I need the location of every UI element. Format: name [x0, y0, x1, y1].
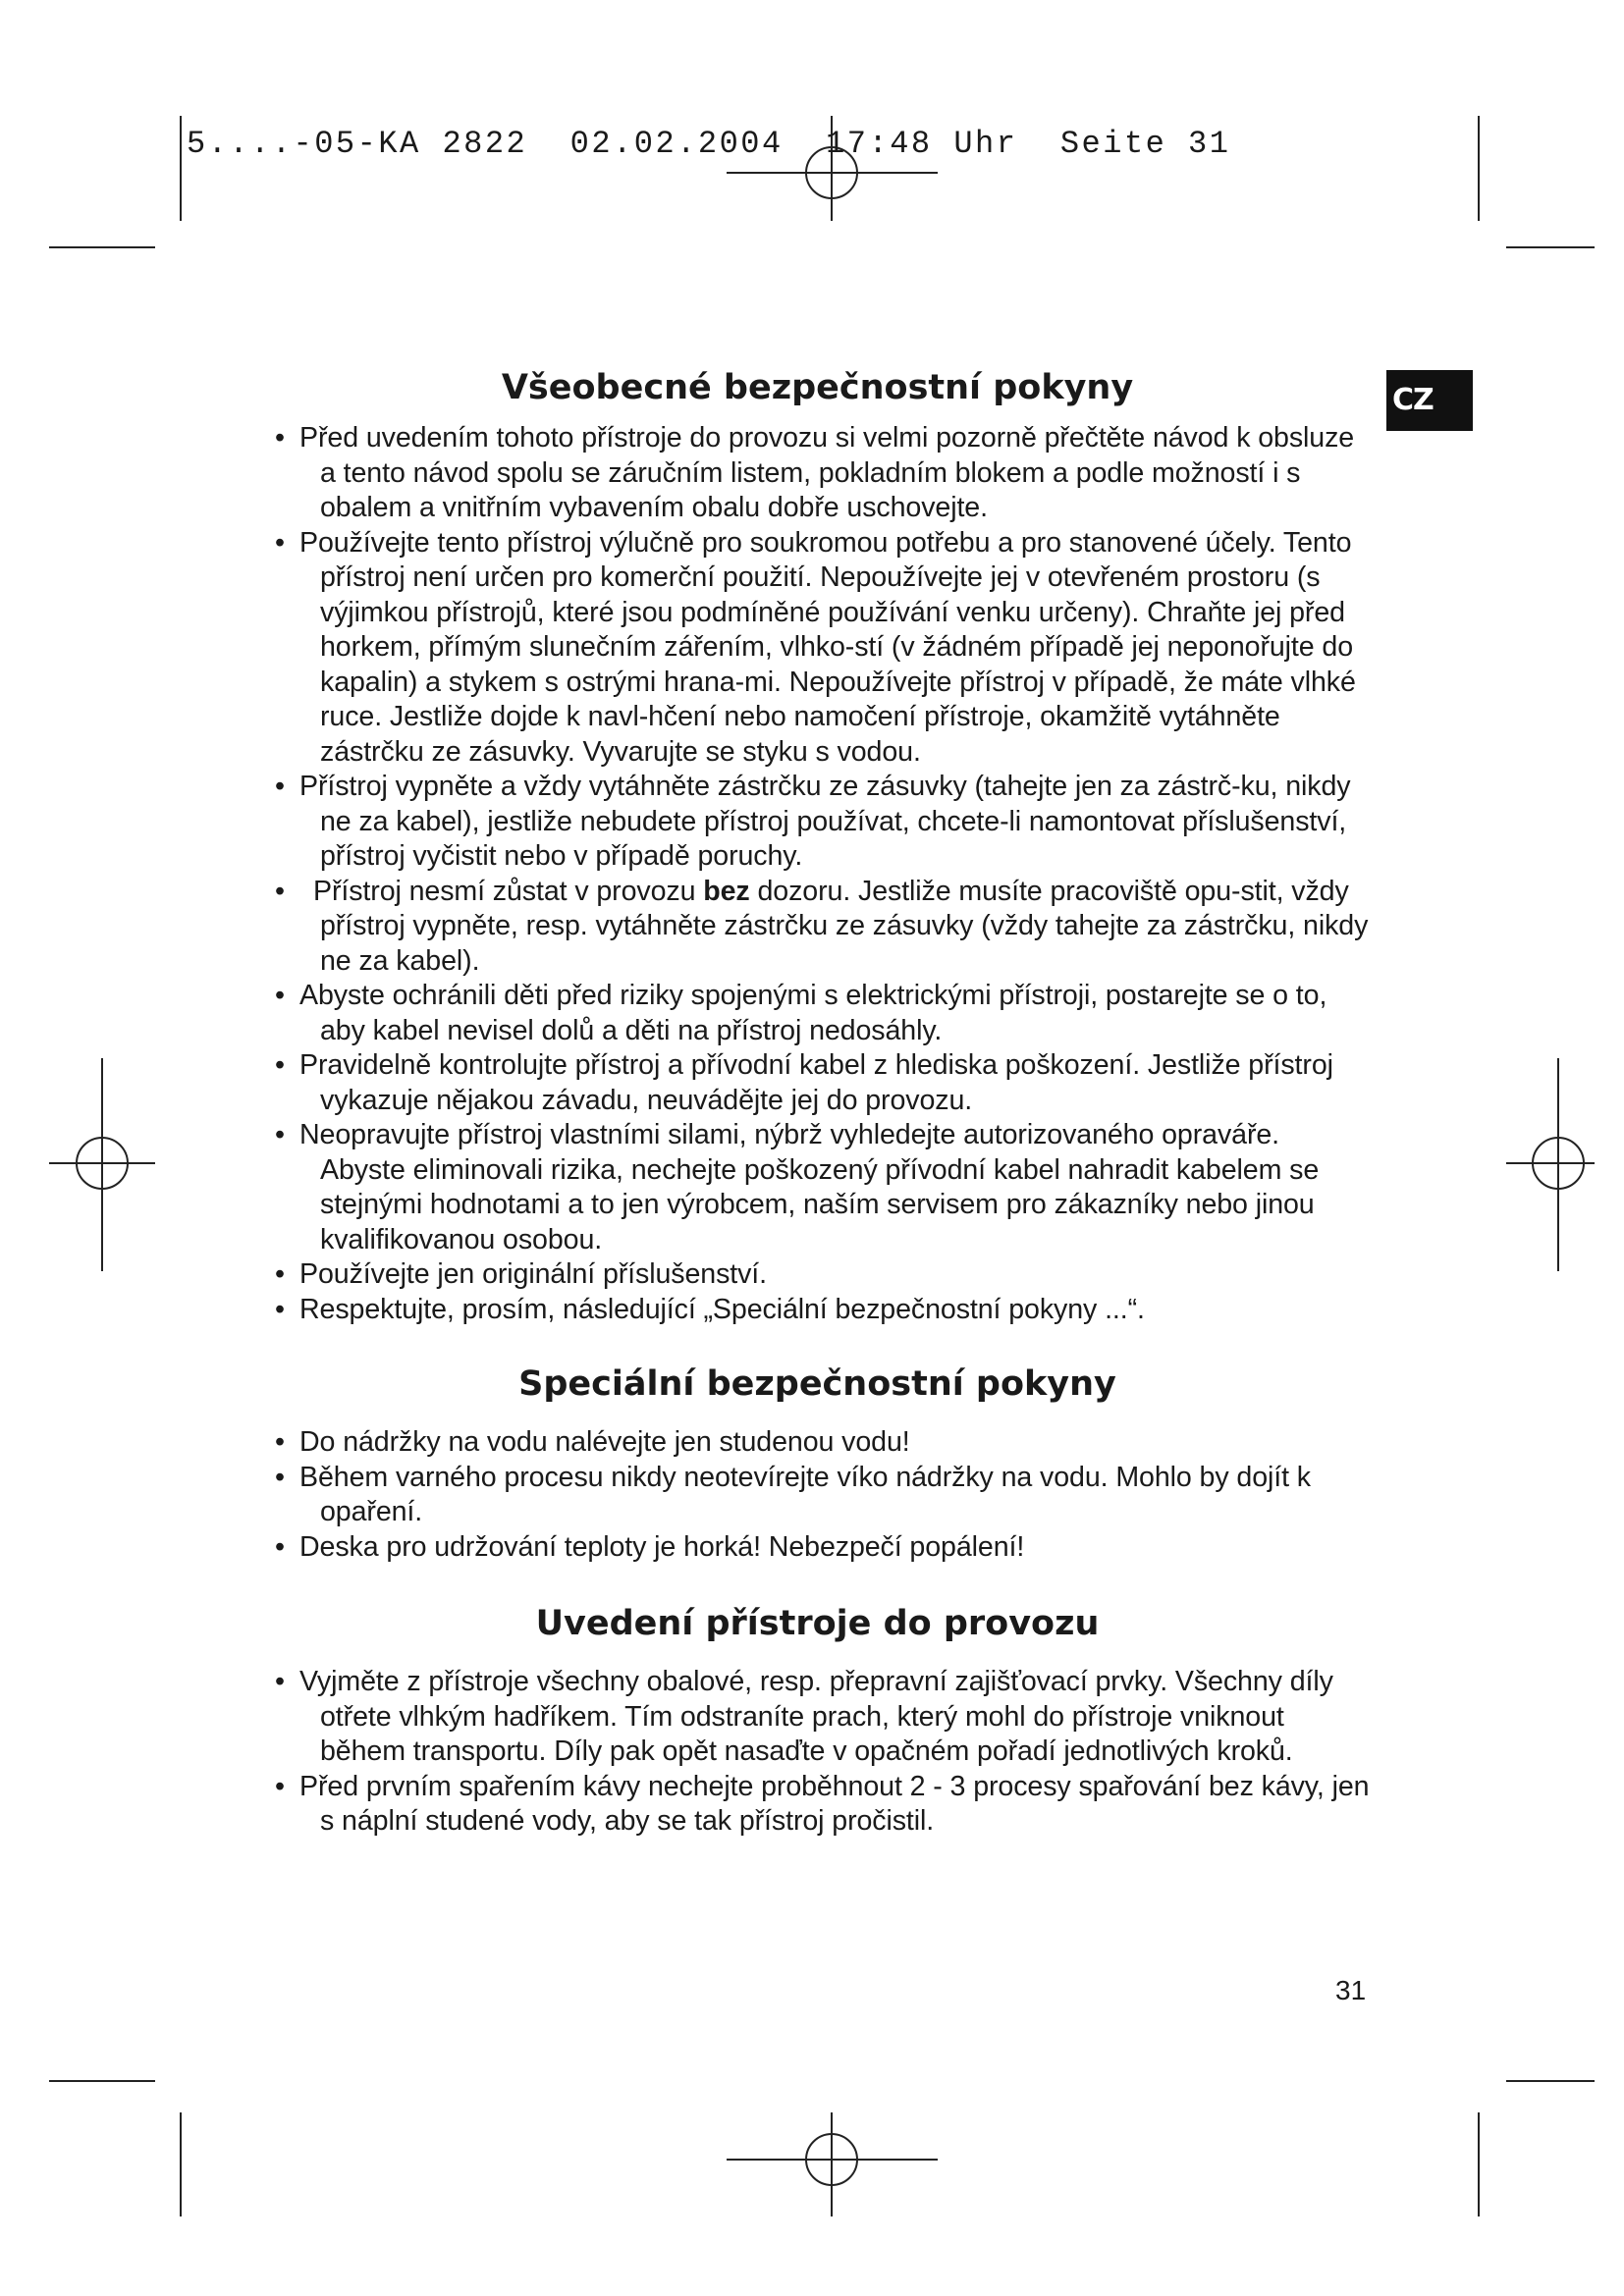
bullet-glyph: •	[275, 1770, 285, 1802]
list-item: • Před prvním spařením kávy nechejte proběhnout 2 - 3 procesy spařování bez kávy, jen s náplní studené vody, aby se tak přístroj pročistil.	[275, 1770, 1370, 1837]
bullet-glyph: •	[275, 1049, 285, 1081]
page-number: 31	[1335, 1975, 1367, 2005]
list-item: • Během varného procesu nikdy neotevírejte víko nádržky na vodu. Mohlo by dojít k opaření.	[275, 1461, 1311, 1527]
list-item: • Používejte tento přístroj výlučně pro soukromou potřebu a pro stanovené účely. Tento přístroj není určen pro komerční použití. Nepoužívejte jej v otevřeném prostoru (s výjimkou přístrojů, které jsou podmíněné používání venku určeny). Chraňte jej před horkem, přímým slunečním zářením, vlhko-stí (v žádném případě jej neponořujte do kapalin) a stykem s ostrými hrana-mi. Nepoužívejte přístroj v případě, že máte vlhké ruce. Jestliže dojde k navl-hčení nebo namočení přístroje, okamžitě vytáhněte zástrčku ze zásuvky. Vyvarujte se styku s vodou.	[275, 526, 1356, 768]
bullet-glyph: •	[275, 875, 285, 907]
list-item-supervision: • Přístroj nesmí zůstat v provozu bez dozoru. Jestliže musíte pracoviště opu-stit, vždy přístroj vypněte, resp. vytáhněte zástrčku ze zásuvky (vždy tahejte za zástrčku, nikdy ne za kabel).	[275, 875, 1369, 977]
bullet-glyph: •	[275, 1666, 285, 1697]
list-item: • Deska pro udržování teploty je horká! Nebezpečí popálení!	[265, 1530, 1370, 1566]
bullet-glyph: •	[275, 1293, 285, 1325]
registration-target-bottom	[727, 2112, 938, 2216]
list-item: • Pravidelně kontrolujte přístroj a přívodní kabel z hlediska poškození. Jestliže přístroj vykazuje nějakou závadu, neuvádějte jej do provozu.	[275, 1049, 1333, 1116]
bullet-glyph: •	[275, 980, 285, 1011]
section-title-special-safety: Speciální bezpečnostní pokyny	[518, 1364, 1116, 1404]
bullet-glyph: •	[275, 422, 285, 454]
registration-target-left	[49, 1058, 155, 1271]
print-slug: 5....-05-KA 2822 02.02.2004 17:48 Uhr Seite 31	[187, 126, 1231, 162]
list-item: • Vyjměte z přístroje všechny obalové, resp. přepravní zajišťovací prvky. Všechny díly otřete vlhkým hadříkem. Tím odstraníte prach, který mohl do přístroje vniknout během transportu. Díly pak opět nasaďte v opačném pořadí jednotlivých kroků.	[275, 1666, 1333, 1767]
list-item: • Do nádržky na vodu nalévejte jen studenou vodu!	[265, 1425, 1370, 1461]
bullet-glyph: •	[275, 1461, 285, 1493]
registration-target-right	[1506, 1058, 1595, 1271]
section-title-first-use: Uvedení přístroje do provozu	[535, 1604, 1100, 1643]
list-item: • Před uvedením tohoto přístroje do provozu si velmi pozorně přečtěte návod k obsluze a tento návod spolu se záručním listem, pokladním blokem a podle možností i s obalem a vnitřním vybavením obalu dobře uschovejte.	[275, 422, 1355, 523]
list-item: • Přístroj vypněte a vždy vytáhněte zástrčku ze zásuvky (tahejte jen za zástrč-ku, nikdy ne za kabel), jestliže nebudete přístroj používat, chcete-li namontovat příslušenství, přístroj vyčistit nebo v případě poruchy.	[275, 771, 1351, 872]
bullet-glyph: •	[275, 1119, 285, 1150]
list-item: • Neopravujte přístroj vlastními silami, nýbrž vyhledejte autorizovaného opraváře. Abyste eliminovali rizika, nechejte poškozený přívodní kabel nahradit kabelem se stejnými hodnotami a to jen výrobcem, naším servisem pro zákazníky nebo jinou kvalifikovanou osobou.	[275, 1119, 1320, 1255]
list-item: • Abyste ochránili děti před riziky spojenými s elektrickými přístroji, postarejte se o to, aby kabel nevisel dolů a děti na přístroj nedosáhly.	[275, 980, 1327, 1046]
list-item: • Používejte jen originální příslušenství.	[265, 1257, 1370, 1293]
bullet-glyph: •	[275, 526, 285, 559]
bullet-glyph: •	[275, 1258, 285, 1290]
list-item: • Respektujte, prosím, následující „Speciální bezpečnostní pokyny ...“.	[265, 1293, 1370, 1328]
language-tab: CZ	[1386, 370, 1473, 431]
bold-emphasis: bez	[703, 875, 750, 907]
first-use-list	[265, 1665, 1370, 1840]
bullet-glyph: •	[275, 1530, 285, 1563]
page-content	[265, 358, 1370, 1840]
section-title-general-safety: Všeobecné bezpečnostní pokyny	[501, 368, 1134, 407]
general-safety-list	[265, 421, 1370, 1327]
special-safety-list	[265, 1425, 1370, 1565]
bullet-glyph: •	[275, 1426, 285, 1458]
bullet-glyph: •	[275, 771, 285, 802]
